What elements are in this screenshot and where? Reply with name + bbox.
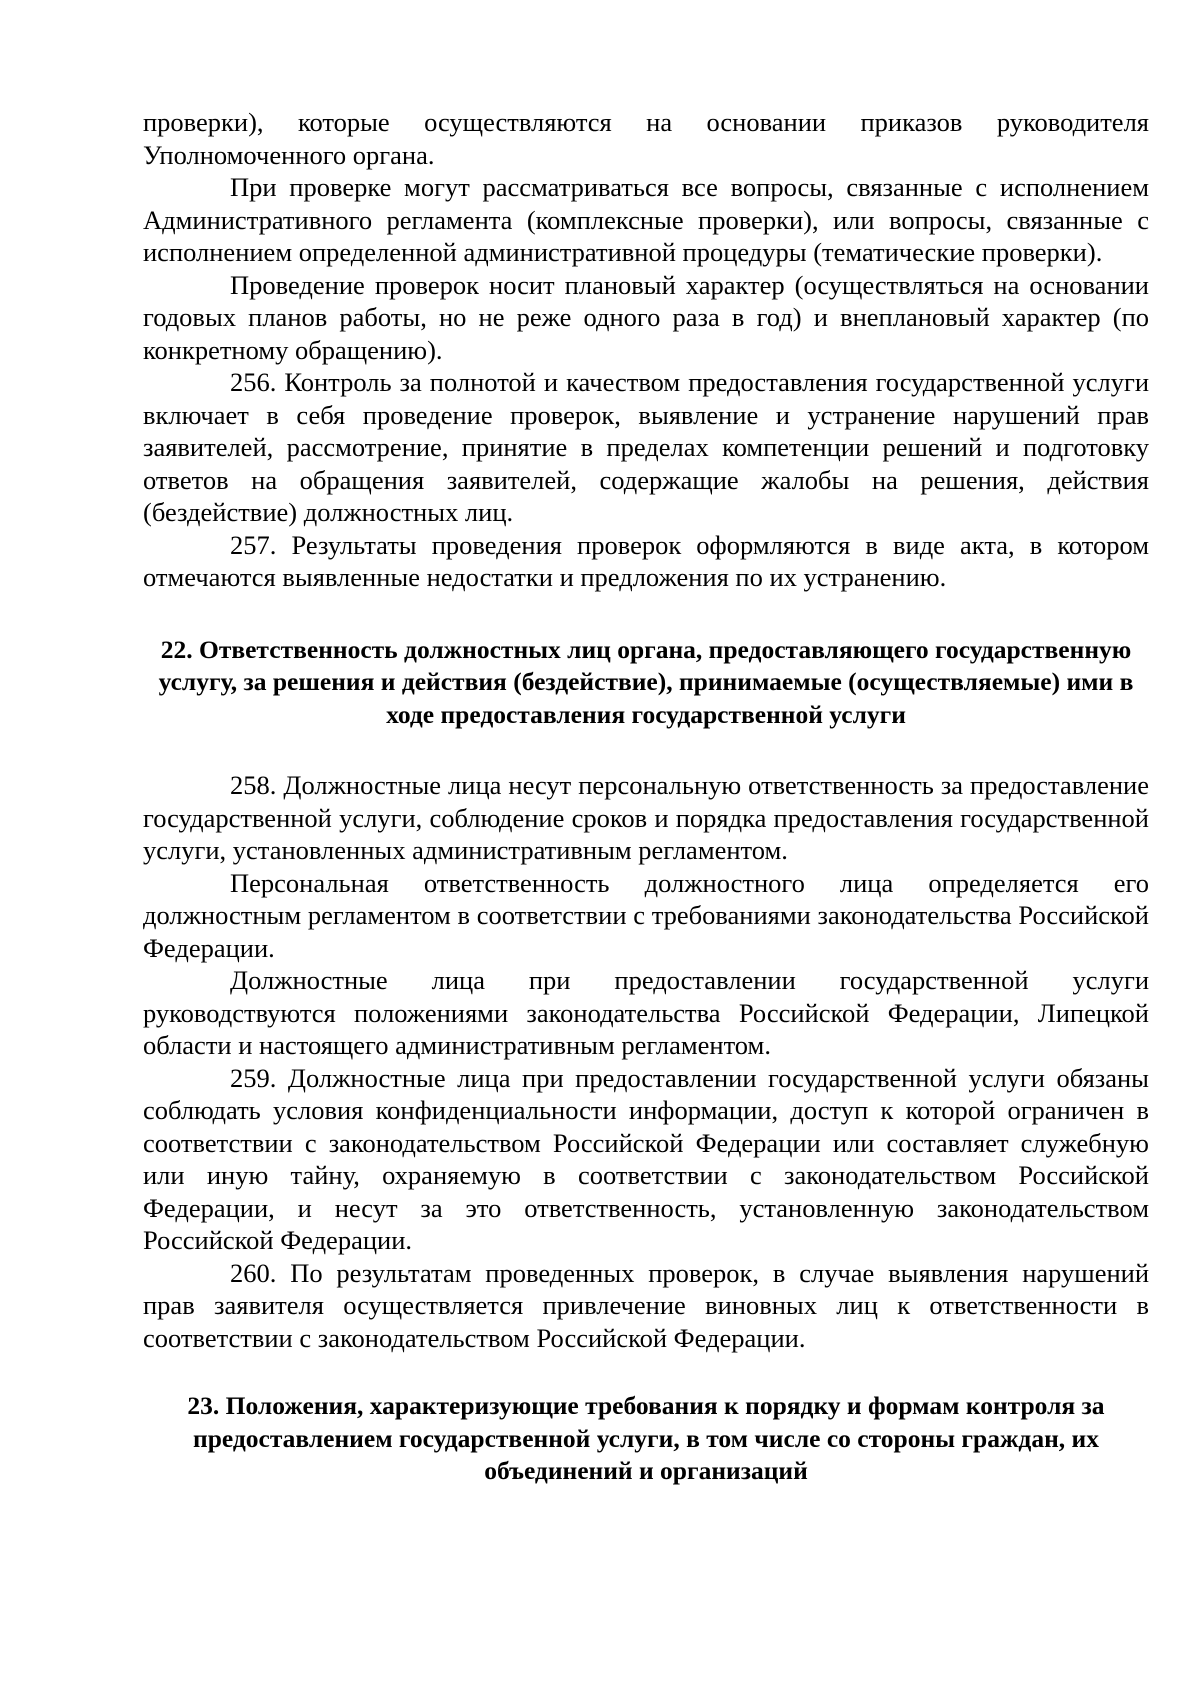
paragraph-257: 257. Результаты проведения проверок оформляются в виде акта, в котором отмечаются выявленные недостатки и предложения по их устранению.	[143, 529, 1149, 592]
paragraph-258: 258. Должностные лица несут персональную ответственность за предоставление государственной услуги, соблюдение сроков и порядка предоставления государственной услуги, установленных административным регламентом.	[143, 770, 1149, 865]
paragraph-inspection-schedule: Проведение проверок носит плановый характер (осуществляться на основании годовых планов работы, но не реже одного раза в год) и внеплановый характер (по конкретному обращению).	[143, 269, 1149, 365]
paragraph-legislation-guidance: Должностные лица при предоставлении государственной услуги руководствуются положениями законодательства Российской Федерации, Липецкой области и настоящего административным регламентом.	[143, 965, 1149, 1060]
section-heading-23: 23. Положения, характеризующие требования к порядку и формам контроля за предоставлением государственной услуги, в том числе со стороны граждан, их объединений и организаций	[187, 1391, 1105, 1485]
paragraph-259: 259. Должностные лица при предоставлении государственной услуги обязаны соблюдать условия конфиденциальности информации, доступ к которой ограничен в соответствии с законодательством Российской Федерации или составляет служебную или иную тайну, охраняемую в соответствии с законодательством Российской Федерации, и несут за это ответственность, установленную законодательством Российской Федерации.	[143, 1062, 1149, 1255]
document-page	[143, 106, 1149, 1488]
paragraph-256: 256. Контроль за полнотой и качеством предоставления государственной услуги включает в себя проведение проверок, выявление и устранение нарушений прав заявителей, рассмотрение, принятие в пределах компетенции решений и подготовку ответов на обращения заявителей, содержащие жалобы на решения, действия (бездействие) должностных лиц.	[143, 367, 1149, 527]
paragraph-260: 260. По результатам проведенных проверок, в случае выявления нарушений прав заявителя осуществляется привлечение виновных лиц к ответственности в соответствии с законодательством Российской Федерации.	[143, 1257, 1149, 1353]
paragraph-personal-responsibility: Персональная ответственность должностного лица определяется его должностным регламентом в соответствии с требованиями законодательства Российской Федерации.	[143, 867, 1149, 963]
paragraph-continuation: проверки), которые осуществляются на основании приказов руководителя Уполномоченного органа.	[143, 107, 1149, 170]
section-heading-22: 22. Ответственность должностных лиц органа, предоставляющего государственную услугу, за решения и действия (бездействие), принимаемые (осуществляемые) ими в ходе предоставления государственной услуги	[158, 634, 1134, 729]
paragraph-inspection-scope: При проверке могут рассматриваться все вопросы, связанные с исполнением Административного регламента (комплексные проверки), или вопросы, связанные с исполнением определенной административной процедуры (тематические проверки).	[143, 172, 1149, 267]
